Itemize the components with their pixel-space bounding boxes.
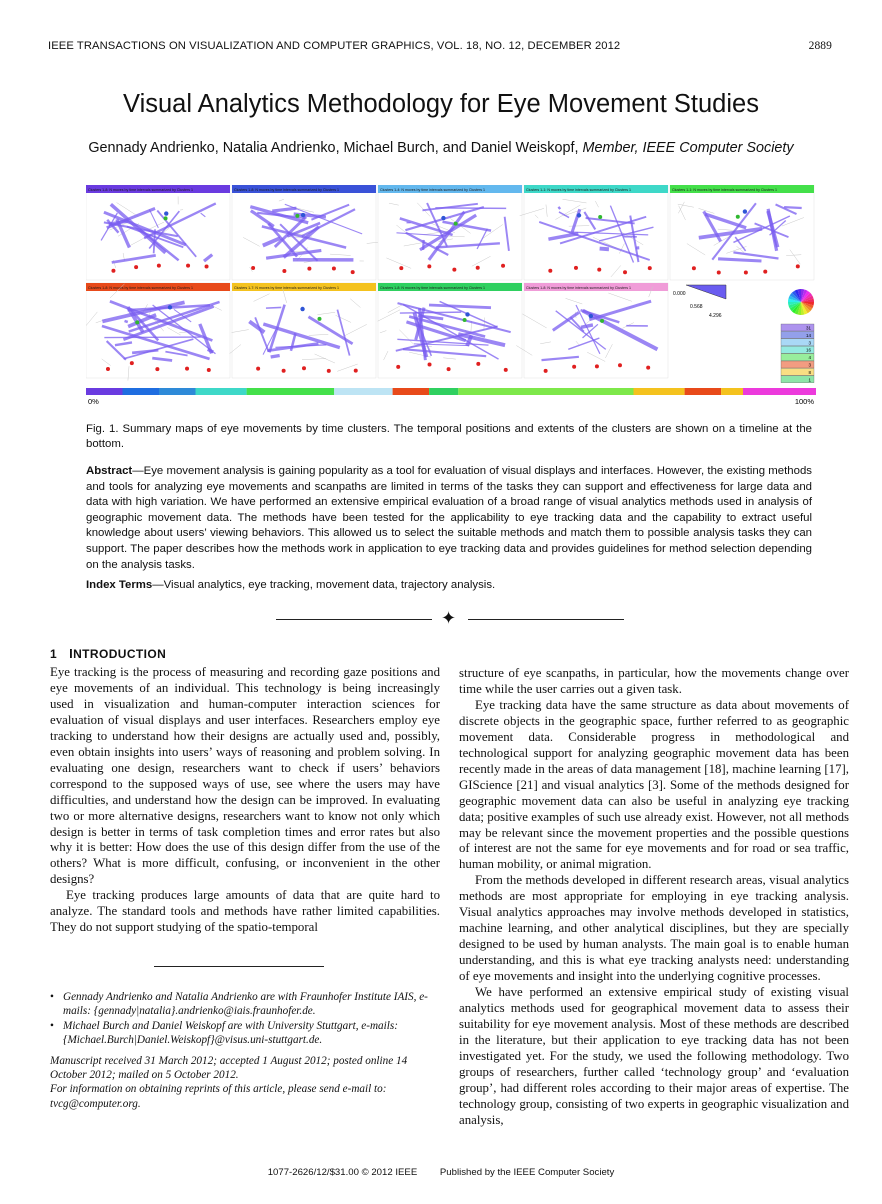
fixation-point xyxy=(597,268,601,272)
timeline-segment xyxy=(123,388,160,395)
map-panel-title: Clusters 1-4: N moves by time intervals summarized by Clusters 1 xyxy=(380,188,486,192)
fixation-point xyxy=(744,270,748,274)
paragraph: Eye tracking produces large amounts of data that are quite hard to analyze. The standard tools and methods have rather limited capabilities. They do not support studying of the spatio-temporal xyxy=(50,888,440,935)
fixation-point xyxy=(717,271,721,275)
timeline-segment xyxy=(743,388,816,395)
movement-arrow xyxy=(266,307,281,308)
fixation-point xyxy=(332,267,336,271)
fixation-point xyxy=(441,216,445,220)
footnotes xyxy=(50,990,444,1111)
map-panel-frame xyxy=(86,283,230,378)
fixation-point xyxy=(574,266,578,270)
fixation-point xyxy=(589,314,593,318)
fixation-point xyxy=(399,266,403,270)
fixation-point xyxy=(301,213,305,217)
color-wheel xyxy=(788,289,814,315)
fixation-point xyxy=(396,365,400,369)
map-panel xyxy=(86,283,230,381)
timeline-start-label: 0% xyxy=(88,397,99,406)
fixation-point xyxy=(134,265,138,269)
fixation-point xyxy=(251,266,255,270)
author-membership: Member, IEEE Computer Society xyxy=(582,140,794,156)
map-panel-title: Clusters 1-8: N moves by time intervals summarized by Clusters 1 xyxy=(526,286,632,290)
abstract xyxy=(86,464,812,573)
map-panel xyxy=(232,185,383,280)
map-panel xyxy=(516,283,668,378)
movement-arrow xyxy=(784,207,802,208)
movement-arrow xyxy=(600,249,609,250)
map-panel xyxy=(520,185,668,280)
page-footer xyxy=(0,1167,882,1178)
left-column xyxy=(50,665,440,936)
map-panel xyxy=(378,185,522,280)
fixation-point xyxy=(354,369,358,373)
fixation-point xyxy=(544,369,548,373)
publisher-note: Published by the IEEE Computer Society xyxy=(439,1167,615,1178)
map-panel xyxy=(86,185,230,280)
legend-value-min: 0.000 xyxy=(673,291,686,297)
map-panel-title: Clusters 1-7: N moves by time intervals summarized by Clusters 1 xyxy=(234,286,340,290)
cluster-table-value: 4 xyxy=(808,355,811,361)
legend-wedge xyxy=(686,285,726,299)
cluster-table-value: 1 xyxy=(808,377,811,383)
fixation-point xyxy=(623,270,627,274)
timeline-segment xyxy=(634,388,685,395)
fixation-point xyxy=(452,268,456,272)
fixation-point xyxy=(501,264,505,268)
section-number: 1 xyxy=(50,647,58,661)
paragraph: structure of eye scanpaths, in particular, how the movements change over time while the user carries out a given task. xyxy=(459,666,849,696)
index-terms-text: —Visual analytics, eye tracking, movement data, trajectory analysis. xyxy=(152,579,496,591)
legend-value-max: 4.296 xyxy=(709,313,722,319)
timeline-segment xyxy=(721,388,743,395)
movement-arrow xyxy=(581,325,593,327)
timeline-end-label: 100% xyxy=(794,397,814,406)
fixation-point xyxy=(282,369,286,373)
fixation-point xyxy=(646,366,650,370)
movement-arrow xyxy=(558,207,560,208)
reprints-note: For information on obtaining reprints of this article, please send e-mail to: tvcg@computer.org. xyxy=(50,1083,387,1110)
fixation-point xyxy=(618,363,622,367)
map-panel-title: Clusters 1-1: N moves by time intervals summarized by Clusters 1 xyxy=(526,188,632,192)
journal-name: IEEE TRANSACTIONS ON VISUALIZATION AND COMPUTER GRAPHICS, VOL. 18, NO. 12, DECEMBER 2012 xyxy=(48,40,621,52)
fixation-point xyxy=(548,269,552,273)
map-panel xyxy=(670,185,814,280)
cluster-table-value: 31 xyxy=(805,325,811,331)
fixation-point xyxy=(185,367,189,371)
movement-arrow xyxy=(271,355,280,357)
abstract-text: —Eye movement analysis is gaining popularity as a tool for evaluation of visual displays and interfaces. However, the existing methods and tools for analyzing eye movements and scanpaths are limited in terms of the tasks they can support and effectiveness for large data and data with high variation. We have performed an extensive empirical evaluation of a broad range of visual analytics methods used in analysis of geographic movement data. The methods have been tested for the applicability to eye tracking data and the capability to extract useful knowledge about users’ viewing behaviors. This allowed us to select the suitable methods and match them to possible analysis tasks they can support. The paper describes how the methods work in application to eye tracking data and provides guidelines for method selection depending on the analysis tasks. xyxy=(86,465,812,571)
timeline-segment xyxy=(393,388,430,395)
footnote-affiliation: • Gennady Andrienko and Natalia Andrienko are with Fraunhofer Institute IAIS, e-mails: {gennady|natalia}.andrienko@iais.fraunhofer.de. xyxy=(50,990,444,1019)
fixation-point xyxy=(164,211,168,215)
fixation-point xyxy=(796,264,800,268)
fixation-point xyxy=(463,318,467,322)
timeline-segment xyxy=(458,388,633,395)
fixation-point xyxy=(692,266,696,270)
movement-arrow xyxy=(400,312,461,313)
copyright-code: 1077-2626/12/$31.00 © 2012 IEEE xyxy=(267,1167,418,1178)
fixation-point xyxy=(427,264,431,268)
timeline-segment xyxy=(334,388,392,395)
map-panel-frame xyxy=(232,185,376,280)
fixation-point xyxy=(186,264,190,268)
map-panel-title: Clusters 1-1: N moves by time intervals summarized by Clusters 1 xyxy=(672,188,778,192)
fixation-point xyxy=(465,312,469,316)
cluster-table-value: 14 xyxy=(805,332,811,338)
timeline-segment xyxy=(86,388,123,395)
fixation-point xyxy=(454,222,458,226)
timeline-segment xyxy=(196,388,247,395)
cluster-table xyxy=(781,324,814,383)
fixation-point xyxy=(447,367,451,371)
paragraph: Eye tracking is the process of measuring and recording gaze positions and eye movements of an individual. This technology is being increasingly used in visualization and human-computer interaction sciences for evaluation of visual displays and user interfaces. Researchers employ eye tracking to understand how their designs are actually used and, possibly, even obtain insights into users’ ways of reasoning and problem solving. In evaluating one design, researchers want to check if users’ behaviors correspond to the supposed ways of use, see where the users may have difficulties, and understand how the design can be improved. In evaluating two or more alternative designs, researchers want to know not only which design is better in terms of task completion times and error rates but also why it is better: How does the use of this design differ from the use of the others? What is more difficult, confusing, or inconvenient in the other designs? xyxy=(50,665,440,887)
manuscript-dates: Manuscript received 31 March 2012; accepted 1 August 2012; posted online 14 October 2012; mailed on 5 October 2012. xyxy=(50,1054,408,1082)
timeline-segment xyxy=(159,388,196,395)
author-names: Gennady Andrienko, Natalia Andrienko, Michael Burch, and Daniel Weiskopf, xyxy=(88,140,579,156)
map-panel-title: Clusters 1-8: N moves by time intervals summarized by Clusters 1 xyxy=(88,188,194,192)
fixation-point xyxy=(648,266,652,270)
timeline-segment xyxy=(429,388,458,395)
page-number: 2889 xyxy=(808,40,832,52)
fixation-point xyxy=(205,264,209,268)
fixation-point xyxy=(598,215,602,219)
fixation-point xyxy=(135,320,139,324)
fixation-point xyxy=(351,270,355,274)
running-head xyxy=(48,40,832,52)
figure-1-graphic xyxy=(86,185,816,410)
index-terms xyxy=(86,578,812,594)
fixation-point xyxy=(327,369,331,373)
cluster-table-value: 3 xyxy=(808,362,811,368)
cluster-table-value: 3 xyxy=(808,340,811,346)
timeline-segment xyxy=(685,388,722,395)
fixation-point xyxy=(155,367,159,371)
fixation-point xyxy=(302,366,306,370)
fixation-point xyxy=(168,305,172,309)
figure-legend xyxy=(673,285,814,383)
map-panel-frame xyxy=(524,283,668,378)
timeline-segment xyxy=(247,388,335,395)
figure-1 xyxy=(86,185,816,410)
map-panel-title: Clusters 1-8: N moves by time intervals summarized by Clusters 1 xyxy=(234,188,340,192)
fixation-point xyxy=(106,367,110,371)
separator-diamond-icon: ✦ xyxy=(441,608,457,628)
section-separator xyxy=(276,610,626,630)
fixation-point xyxy=(504,368,508,372)
paragraph: We have performed an extensive empirical study of existing visual analytics methods used for geographical movement data to assess their suitability for eye movement analysis. Most of these methods are described in the literature, but their application to eye tracking data has not been investigated yet. For the study, we used the following methodology. Two groups of researchers, further called ‘technology group’ and ‘evaluation group’, had different roles according to their major areas of expertise. The technology group, consisting of two experts in geographic visualization and analysis, xyxy=(459,985,849,1127)
movement-arrow xyxy=(125,321,128,322)
fixation-point xyxy=(282,269,286,273)
legend-value-mid: 0.568 xyxy=(690,304,703,310)
fixation-point xyxy=(207,368,211,372)
paragraph: Eye tracking data have the same structure as data about movements of discrete objects in the geographic space, further referred to as geographic movement data. Considerable progress in methodological and technological support for analyzing geographic movement data has been recently made in the areas of data management [18], machine learning [17], GIScience [21] and visual analytics [3]. Some of the methods designed for geographic movement data can also be useful in analyzing eye tracking data; positive examples of such use already exist. However, not all methods may be relevant since the movement properties and the possible questions of interest are not the same for eye movements and for road or sea traffic, human mobility, or animal migration. xyxy=(459,697,849,872)
fixation-point xyxy=(595,364,599,368)
fixation-point xyxy=(572,365,576,369)
section-initial: I xyxy=(69,646,74,661)
figure-caption: Fig. 1. Summary maps of eye movements by time clusters. The temporal positions and extents of the clusters are shown on a timeline at the bottom. xyxy=(86,423,812,450)
fixation-point xyxy=(256,367,260,371)
fixation-point xyxy=(111,269,115,273)
footnote-rule xyxy=(154,966,324,967)
cluster-table-value: 8 xyxy=(808,369,811,375)
fixation-point xyxy=(295,214,299,218)
fixation-point xyxy=(743,209,747,213)
fixation-point xyxy=(476,266,480,270)
fixation-point xyxy=(164,216,168,220)
paper-title: Visual Analytics Methodology for Eye Movement Studies xyxy=(123,90,759,118)
paragraph: From the methods developed in different research areas, visual analytics methods are most appropriate for employing in eye tracking analysis. Visual analytics approaches may involve methods developed in statistics, machine learning, and other analytical disciplines, but they are specially designed to be used by human analysts. The main goal is to enable human understanding, and this is what eye tracking analysts need: understanding of eye movements and insight into the underlying cognitive processes. xyxy=(459,873,849,984)
fixation-point xyxy=(600,319,604,323)
cluster-table-value: 16 xyxy=(805,347,811,353)
fixation-point xyxy=(317,317,321,321)
fixation-point xyxy=(307,267,311,271)
fixation-point xyxy=(736,215,740,219)
separator-line-right xyxy=(468,619,624,620)
fixation-point xyxy=(130,361,134,365)
abstract-label: Abstract xyxy=(86,465,133,477)
separator-line-left xyxy=(276,619,432,620)
section-title-rest: NTRODUCTION xyxy=(73,647,167,661)
section-heading xyxy=(50,646,166,661)
footnote-affiliation: • Michael Burch and Daniel Weiskopf are with University Stuttgart, e-mails: {Michael.Burch|Daniel.Weiskopf}@visus.uni-stuttgart.de. xyxy=(50,1019,444,1048)
fixation-point xyxy=(476,362,480,366)
fixation-point xyxy=(577,213,581,217)
fixation-point xyxy=(428,363,432,367)
map-panel xyxy=(230,283,376,378)
timeline xyxy=(86,388,816,395)
fixation-point xyxy=(157,264,161,268)
index-terms-label: Index Terms xyxy=(86,579,153,591)
right-column xyxy=(459,666,849,1129)
author-line xyxy=(0,140,882,156)
fixation-point xyxy=(300,307,304,311)
fixation-point xyxy=(763,270,767,274)
map-panel-title: Clusters 1-8: N moves by time intervals summarized by Clusters 1 xyxy=(380,286,486,290)
map-panel xyxy=(378,283,522,378)
map-panel-title: Clusters 1-8: N moves by time intervals summarized by Clusters 1 xyxy=(88,286,194,290)
